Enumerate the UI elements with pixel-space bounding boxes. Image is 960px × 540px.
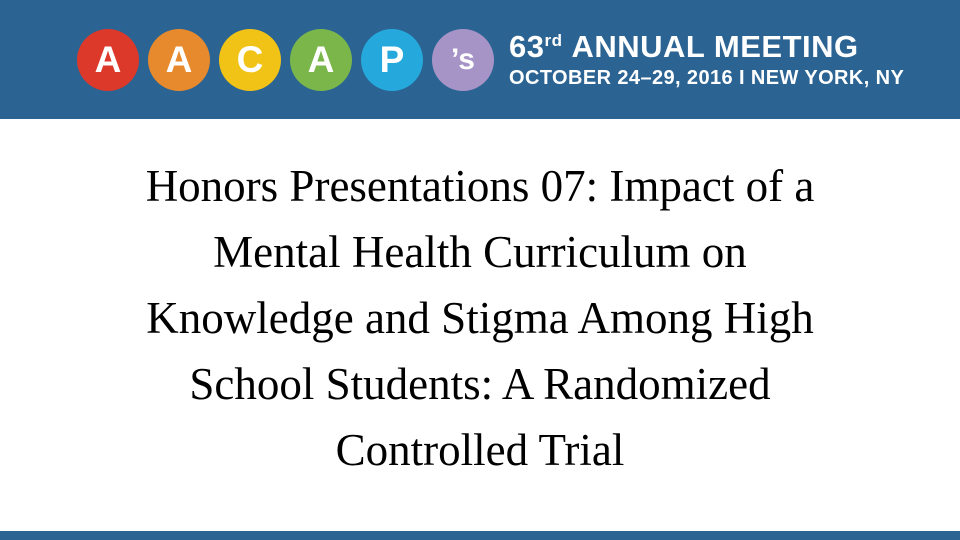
- meeting-info: [509, 29, 904, 90]
- title-area: [0, 119, 960, 531]
- slide-title-line-2: Mental Health Curriculum on: [213, 227, 747, 277]
- slide-title-line-1: Honors Presentations 07: Impact of a: [145, 161, 815, 211]
- logo-circle-a3: A: [290, 29, 352, 91]
- logo-circle-a2: A: [148, 29, 210, 91]
- logo-circle-p: P: [361, 29, 423, 91]
- slide-title: [146, 153, 815, 483]
- logo-circle-c: C: [219, 29, 281, 91]
- meeting-date-location: OCTOBER 24–29, 2016 I NEW YORK, NY: [509, 66, 905, 89]
- slide-title-line-4: School Students: A Randomized: [189, 359, 771, 409]
- meeting-number: 63: [509, 29, 545, 65]
- logo-circle-s: ’s: [432, 29, 494, 91]
- slide-title-line-5: Controlled Trial: [335, 425, 625, 475]
- slide-title-line-3: Knowledge and Stigma Among High: [146, 293, 814, 343]
- meeting-title: [509, 29, 904, 65]
- footer-bar: [0, 531, 960, 540]
- aacap-logo: [77, 29, 494, 91]
- logo-circle-a1: A: [77, 29, 139, 91]
- meeting-ordinal: rd: [544, 31, 563, 51]
- meeting-title-text: ANNUAL MEETING: [571, 29, 859, 65]
- banner: [0, 0, 960, 119]
